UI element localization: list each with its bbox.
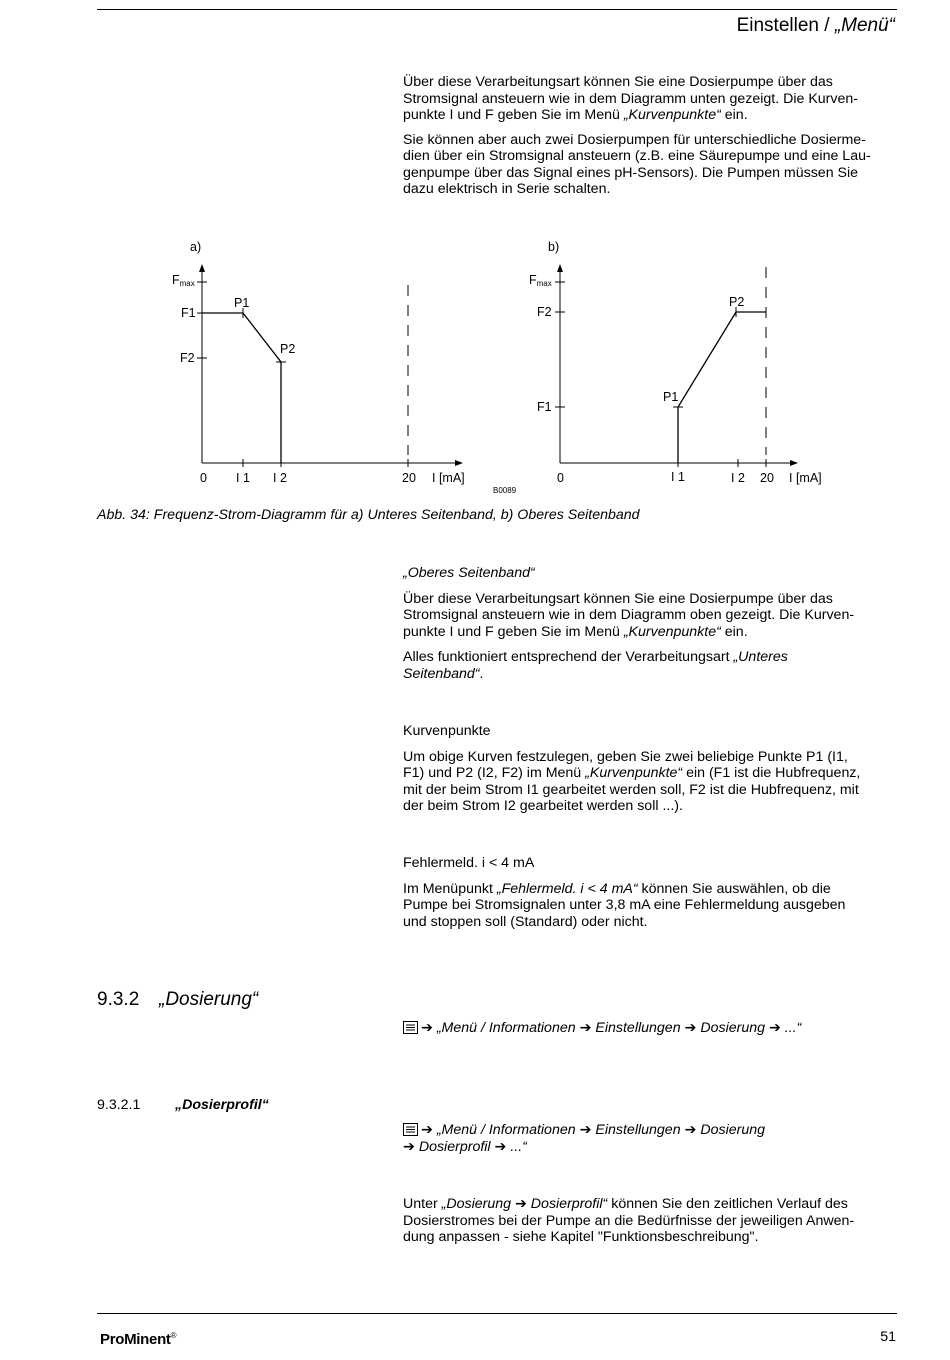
header-title-plain: Einstellen / — [736, 15, 835, 36]
oberes-seitenband-title: „Oberes Seitenband“ — [403, 565, 535, 581]
fehlermeldung-title: Fehlermeld. i < 4 mA — [403, 855, 535, 871]
diagram-b-x-tick-i2: I 2 — [731, 471, 745, 485]
fehlermeldung-paragraph: Im Menüpunkt „Fehlermeld. i < 4 mA“ können Sie auswählen, ob die Pumpe bei Stromsignalen unter 3,8 mA eine Fehlermeldung ausgeben und stoppen soll (Standard) oder nicht. — [403, 880, 846, 930]
diagram-b-f2-label: F2 — [537, 305, 552, 319]
diagram-b-x-arrow — [790, 460, 798, 466]
diagram-a-x-tick-i1: I 1 — [236, 471, 250, 485]
dosierprofil-menu-path — [403, 1122, 765, 1156]
dosierprofil-text — [403, 1196, 903, 1246]
kurvenpunkte-paragraph: Um obige Kurven festzulegen, geben Sie zwei beliebige Punkte P1 (I1, F1) und P2 (I2, F2) im Menü „Kurvenpunkte“ ein (F1 ist die Hubfrequenz, mit der beim Strom I1 gearbeitet werden soll, F2 ist die Hubfrequenz, mit der beim Strom I2 gearbeitet werden soll ...). — [403, 748, 861, 814]
menu-icon — [403, 1021, 418, 1034]
prominent-logo: ProMinent® — [100, 1331, 177, 1348]
diagram-a-x-tick-0: 0 — [200, 471, 207, 485]
diagram-b-x-unit: I [mA] — [789, 471, 822, 485]
diagram-a — [172, 240, 517, 495]
diagram-a-x-tick-i2: I 2 — [273, 471, 287, 485]
footer-rule — [97, 1313, 897, 1314]
header-rule — [97, 9, 897, 10]
diagram-a-x-arrow — [455, 460, 463, 466]
diagram-a-x-unit: I [mA] — [432, 471, 465, 485]
figure-code: B0089 — [493, 486, 517, 495]
header-title-italic: „Menü“ — [834, 15, 895, 36]
diagram-b-x-tick-0: 0 — [557, 471, 564, 485]
page-number: 51 — [880, 1329, 896, 1345]
diagram-b-fmax-label: Fmax — [529, 273, 552, 288]
oberes-seitenband-section — [403, 565, 903, 682]
subsection-number: 9.3.2.1 — [97, 1097, 141, 1113]
dosierprofil-paragraph: Unter „Dosierung ➔ Dosierprofil“ können Sie den zeitlichen Verlauf des Dosierstromes bei der Pumpe an die Bedürfnisse der jeweiligen Anwen- dung anpassen - siehe Kapitel "Funktionsbeschreibung". — [403, 1196, 855, 1245]
diagram-b-y-arrow — [557, 264, 563, 272]
diagram-a-label: a) — [190, 240, 202, 254]
fehlermeldung-section — [403, 855, 903, 930]
diagram-b-x-tick-20: 20 — [760, 471, 774, 485]
diagram-a-f1-label: F1 — [181, 306, 196, 320]
menu-icon — [403, 1123, 418, 1136]
oberes-paragraph-1: Über diese Verarbeitungsart können Sie eine Dosierpumpe über das Stromsignal ansteuern wie in dem Diagramm oben gezeigt. Die Kurven- punkte I und F geben Sie im Menü „Kurvenpunkte“ ein. — [403, 590, 855, 640]
diagram-a-y-arrow — [199, 264, 205, 272]
diagram-b-p1-label: P1 — [663, 390, 679, 404]
diagram-b-curve — [678, 312, 766, 463]
menu-path-text: ➔ „Menü / Informationen ➔ Einstellungen ➔ Dosierung ➔ ...“ — [421, 1020, 802, 1036]
diagram-a-p2-label: P2 — [280, 342, 296, 356]
diagram-b-p2-label: P2 — [729, 295, 745, 309]
diagram-a-f2-label: F2 — [180, 351, 195, 365]
kurvenpunkte-section — [403, 723, 903, 815]
diagram-b-x-tick-i1: I 1 — [671, 470, 685, 484]
menu-path-line-2: ➔ Dosierprofil ➔ ...“ — [403, 1139, 527, 1155]
menu-path-line-1: ➔ „Menü / Informationen ➔ Einstellungen ➔ Dosierung — [421, 1122, 766, 1138]
diagram-b-label: b) — [548, 240, 560, 254]
intro-text — [403, 74, 903, 198]
intro-paragraph-2: Sie können aber auch zwei Dosierpumpen für unterschiedliche Dosierme- dien über ein Stromsignal ansteuern (z.B. eine Säurepumpe und eine Lau- genpumpe über das Signal eines pH-Sensors). Die Pumpen müssen Sie dazu elektrisch in Serie schalten. — [403, 131, 871, 197]
kurvenpunkte-title: Kurvenpunkte — [403, 723, 491, 739]
diagram-a-p1-label: P1 — [234, 296, 250, 310]
intro-paragraph-1: Über diese Verarbeitungsart können Sie eine Dosierpumpe über das Stromsignal ansteuern wie in dem Diagramm unten gezeigt. Die Kurven- punkte I und F geben Sie im Menü „Kurvenpunkte“ ein. — [403, 74, 859, 123]
diagram-b — [529, 240, 822, 485]
diagram-a-curve — [202, 313, 281, 463]
diagram-a-x-tick-20: 20 — [402, 471, 416, 485]
diagram-a-fmax-label: Fmax — [172, 273, 195, 288]
section-number: 9.3.2 — [97, 989, 140, 1010]
frequency-current-diagram — [0, 230, 950, 530]
page-header-title — [737, 15, 895, 37]
subsection-title: „Dosierprofil“ — [175, 1097, 269, 1113]
section-title: „Dosierung“ — [159, 989, 259, 1010]
diagram-b-f1-label: F1 — [537, 400, 552, 414]
oberes-paragraph-2: Alles funktioniert entsprechend der Verarbeitungsart „Unteres Seitenband“. — [403, 649, 788, 682]
section-9-3-2-heading — [97, 989, 258, 1011]
figure-caption: Abb. 34: Frequenz-Strom-Diagramm für a) Unteres Seitenband, b) Oberes Seitenband — [97, 507, 640, 523]
dosierung-menu-path — [403, 1020, 801, 1037]
section-9-3-2-1-heading — [97, 1097, 269, 1113]
